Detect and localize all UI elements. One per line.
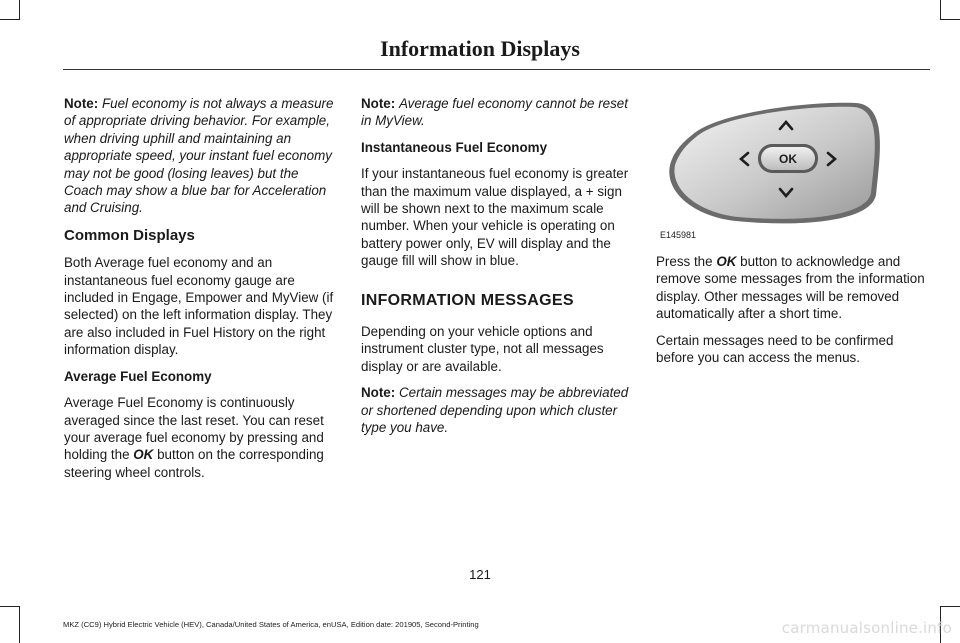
body-text: Average Fuel Economy is continuously averaged since the last reset. You can reset your average fuel economy by pressing and holding the bbox=[64, 395, 324, 463]
crop-mark bbox=[19, 606, 20, 643]
average-fuel-economy-body bbox=[64, 394, 336, 481]
average-fuel-economy-heading: Average Fuel Economy bbox=[64, 368, 212, 384]
common-displays-body: Both Average fuel economy and an instantaneous fuel economy gauge are included in Engage, Empower and MyView (if selected) on the left information display. They are also included in Fuel History on the right information display. bbox=[64, 255, 334, 358]
page-title: Information Displays bbox=[380, 36, 580, 61]
crop-mark bbox=[940, 19, 960, 20]
ok-button-label: OK bbox=[779, 152, 797, 166]
column-middle bbox=[361, 95, 633, 446]
note-paragraph bbox=[64, 95, 336, 217]
note-paragraph bbox=[361, 95, 633, 130]
note-text: Fuel economy is not always a measure of appropriate driving behavior. For example, when driving uphill and maintaining an appropriate speed, your instant fuel economy may not be good (losing leaves) but the Coach may show a blue bar for Acceleration and Cruising. bbox=[64, 96, 334, 216]
footer-text: MKZ (CC9) Hybrid Electric Vehicle (HEV), Canada/United States of America, enUSA, Edition date: 201905, Second-Printing bbox=[63, 620, 479, 629]
ok-keyword: OK bbox=[716, 254, 737, 269]
header-divider bbox=[63, 69, 930, 70]
ok-keyword: OK bbox=[133, 447, 154, 463]
page-number: 121 bbox=[469, 567, 491, 582]
information-messages-heading: INFORMATION MESSAGES bbox=[361, 291, 574, 309]
crop-mark bbox=[940, 606, 960, 607]
confirm-messages-body: Certain messages need to be confirmed before you can access the menus. bbox=[656, 332, 894, 366]
common-displays-heading: Common Displays bbox=[64, 226, 195, 244]
column-right bbox=[656, 95, 928, 375]
watermark: carmanualsonline.info bbox=[781, 619, 952, 637]
instantaneous-fuel-economy-body: If your instantaneous fuel economy is greater than the maximum value displayed, a + sign will be shown next to the maximum scale number. When your vehicle is operating on battery power only, EV will display and the gauge fill will show in blue. bbox=[361, 166, 629, 269]
note-label: Note: bbox=[361, 385, 396, 401]
press-ok-body bbox=[656, 253, 928, 323]
steering-control-figure bbox=[656, 95, 928, 245]
column-left bbox=[64, 95, 336, 490]
crop-mark bbox=[0, 19, 20, 20]
note-paragraph bbox=[361, 384, 633, 436]
steering-wheel-control-illustration bbox=[656, 95, 928, 245]
note-label: Note: bbox=[361, 96, 396, 111]
body-text: button on the corresponding steering wheel controls. bbox=[64, 447, 324, 480]
instantaneous-fuel-economy-heading: Instantaneous Fuel Economy bbox=[361, 139, 548, 155]
crop-mark bbox=[940, 0, 941, 20]
note-text: Average fuel economy cannot be reset in MyView. bbox=[361, 96, 628, 129]
note-text: Certain messages may be abbreviated or shortened depending upon which cluster type you have. bbox=[361, 385, 629, 436]
crop-mark bbox=[0, 606, 20, 607]
information-messages-body: Depending on your vehicle options and instrument cluster type, not all messages display or are available. bbox=[361, 324, 604, 374]
note-label: Note: bbox=[64, 96, 99, 111]
figure-id: E145981 bbox=[660, 230, 697, 240]
body-text: button to acknowledge and remove some messages from the information display. Other messages will be removed automatically after a short time. bbox=[656, 254, 925, 322]
body-text: Press the bbox=[656, 254, 713, 269]
crop-mark bbox=[19, 0, 20, 20]
